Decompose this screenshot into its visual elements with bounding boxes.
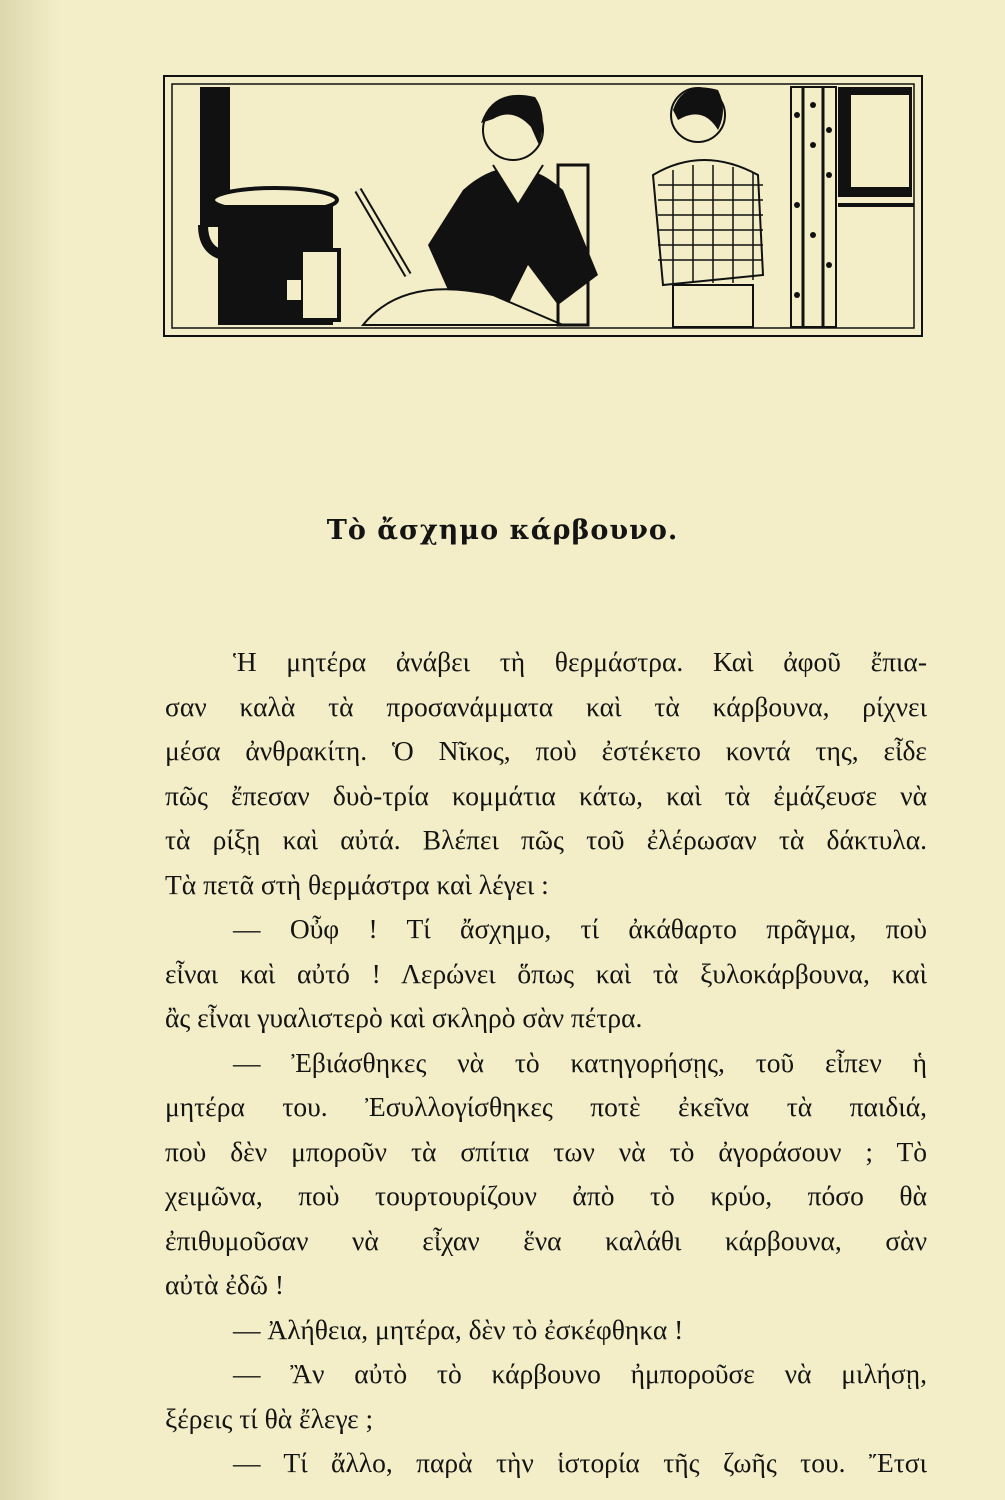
- story-text: [165, 640, 927, 1486]
- text-line: ἂς εἶναι γυαλιστερὸ καὶ σκληρὸ σὰν πέτρα.: [165, 1002, 643, 1033]
- text-line: Ἡ μητέρα ἀνάβει τὴ θερμάστρα. Καὶ ἀφοῦ ἔπια-: [233, 646, 927, 677]
- text-line: — Ἐβιάσθηκες νὰ τὸ κατηγορήσῃς, τοῦ εἶπεν ἡ: [233, 1046, 927, 1078]
- text-line: — Ἂν αὐτὸ τὸ κάρβουνο ἠμποροῦσε νὰ μιλήσῃ,: [233, 1358, 927, 1389]
- text-line: εἶναι καὶ αὐτό ! Λερώνει ὅπως καὶ τὰ ξυλοκάρβουνα, καὶ: [165, 957, 927, 989]
- text-line: ξέρεις τί θὰ ἔλεγε ;: [165, 1402, 374, 1434]
- text-line: σαν καλὰ τὰ προσανάμματα καὶ τὰ κάρβουνα, ρίχνει: [165, 690, 927, 722]
- text-line: μέσα ἀνθρακίτη. Ὁ Νῖκος, ποὺ ἐστέκετο κοντά της, εἶδε: [165, 735, 927, 766]
- text-line: τὰ ρίξῃ καὶ αὐτά. Βλέπει πῶς τοῦ ἐλέρωσαν τὰ δάκτυλα.: [165, 824, 927, 855]
- text-line: — Τί ἄλλο, παρὰ τὴν ἱστορία τῆς ζωῆς του. Ἔτσι: [233, 1447, 927, 1478]
- text-line: — Οὖφ ! Τί ἄσχημο, τί ἀκάθαρτο πρᾶγμα, ποὺ: [233, 913, 927, 944]
- page-edge-shadow: [0, 0, 60, 1500]
- text-line: χειμῶνα, ποὺ τουρτουρίζουν ἀπὸ τὸ κρύο, πόσο θὰ: [165, 1180, 927, 1211]
- text-line: — Ἀλήθεια, μητέρα, δὲν τὸ ἐσκέφθηκα !: [233, 1313, 684, 1345]
- illustration-mother-and-boy: [163, 75, 923, 337]
- text-line: αὐτὰ ἐδῶ !: [165, 1269, 284, 1300]
- chapter-title: Τὸ ἄσχημο κάρβουνο.: [326, 515, 679, 546]
- text-line: ἐπιθυμοῦσαν νὰ εἶχαν ἕνα καλάθι κάρβουνα, σὰν: [165, 1224, 927, 1256]
- text-line: Τὰ πετᾶ στὴ θερμάστρα καὶ λέγει :: [165, 868, 549, 900]
- text-line: ποὺ δὲν μποροῦν τὰ σπίτια των νὰ τὸ ἀγοράσουν ; Τὸ: [165, 1135, 927, 1167]
- text-line: μητέρα του. Ἐσυλλογίσθηκες ποτὲ ἐκεῖνα τὰ παιδιά,: [165, 1091, 927, 1122]
- text-line: πῶς ἔπεσαν δυὸ-τρία κομμάτια κάτω, καὶ τὰ ἐμάζευσε νὰ: [165, 779, 927, 811]
